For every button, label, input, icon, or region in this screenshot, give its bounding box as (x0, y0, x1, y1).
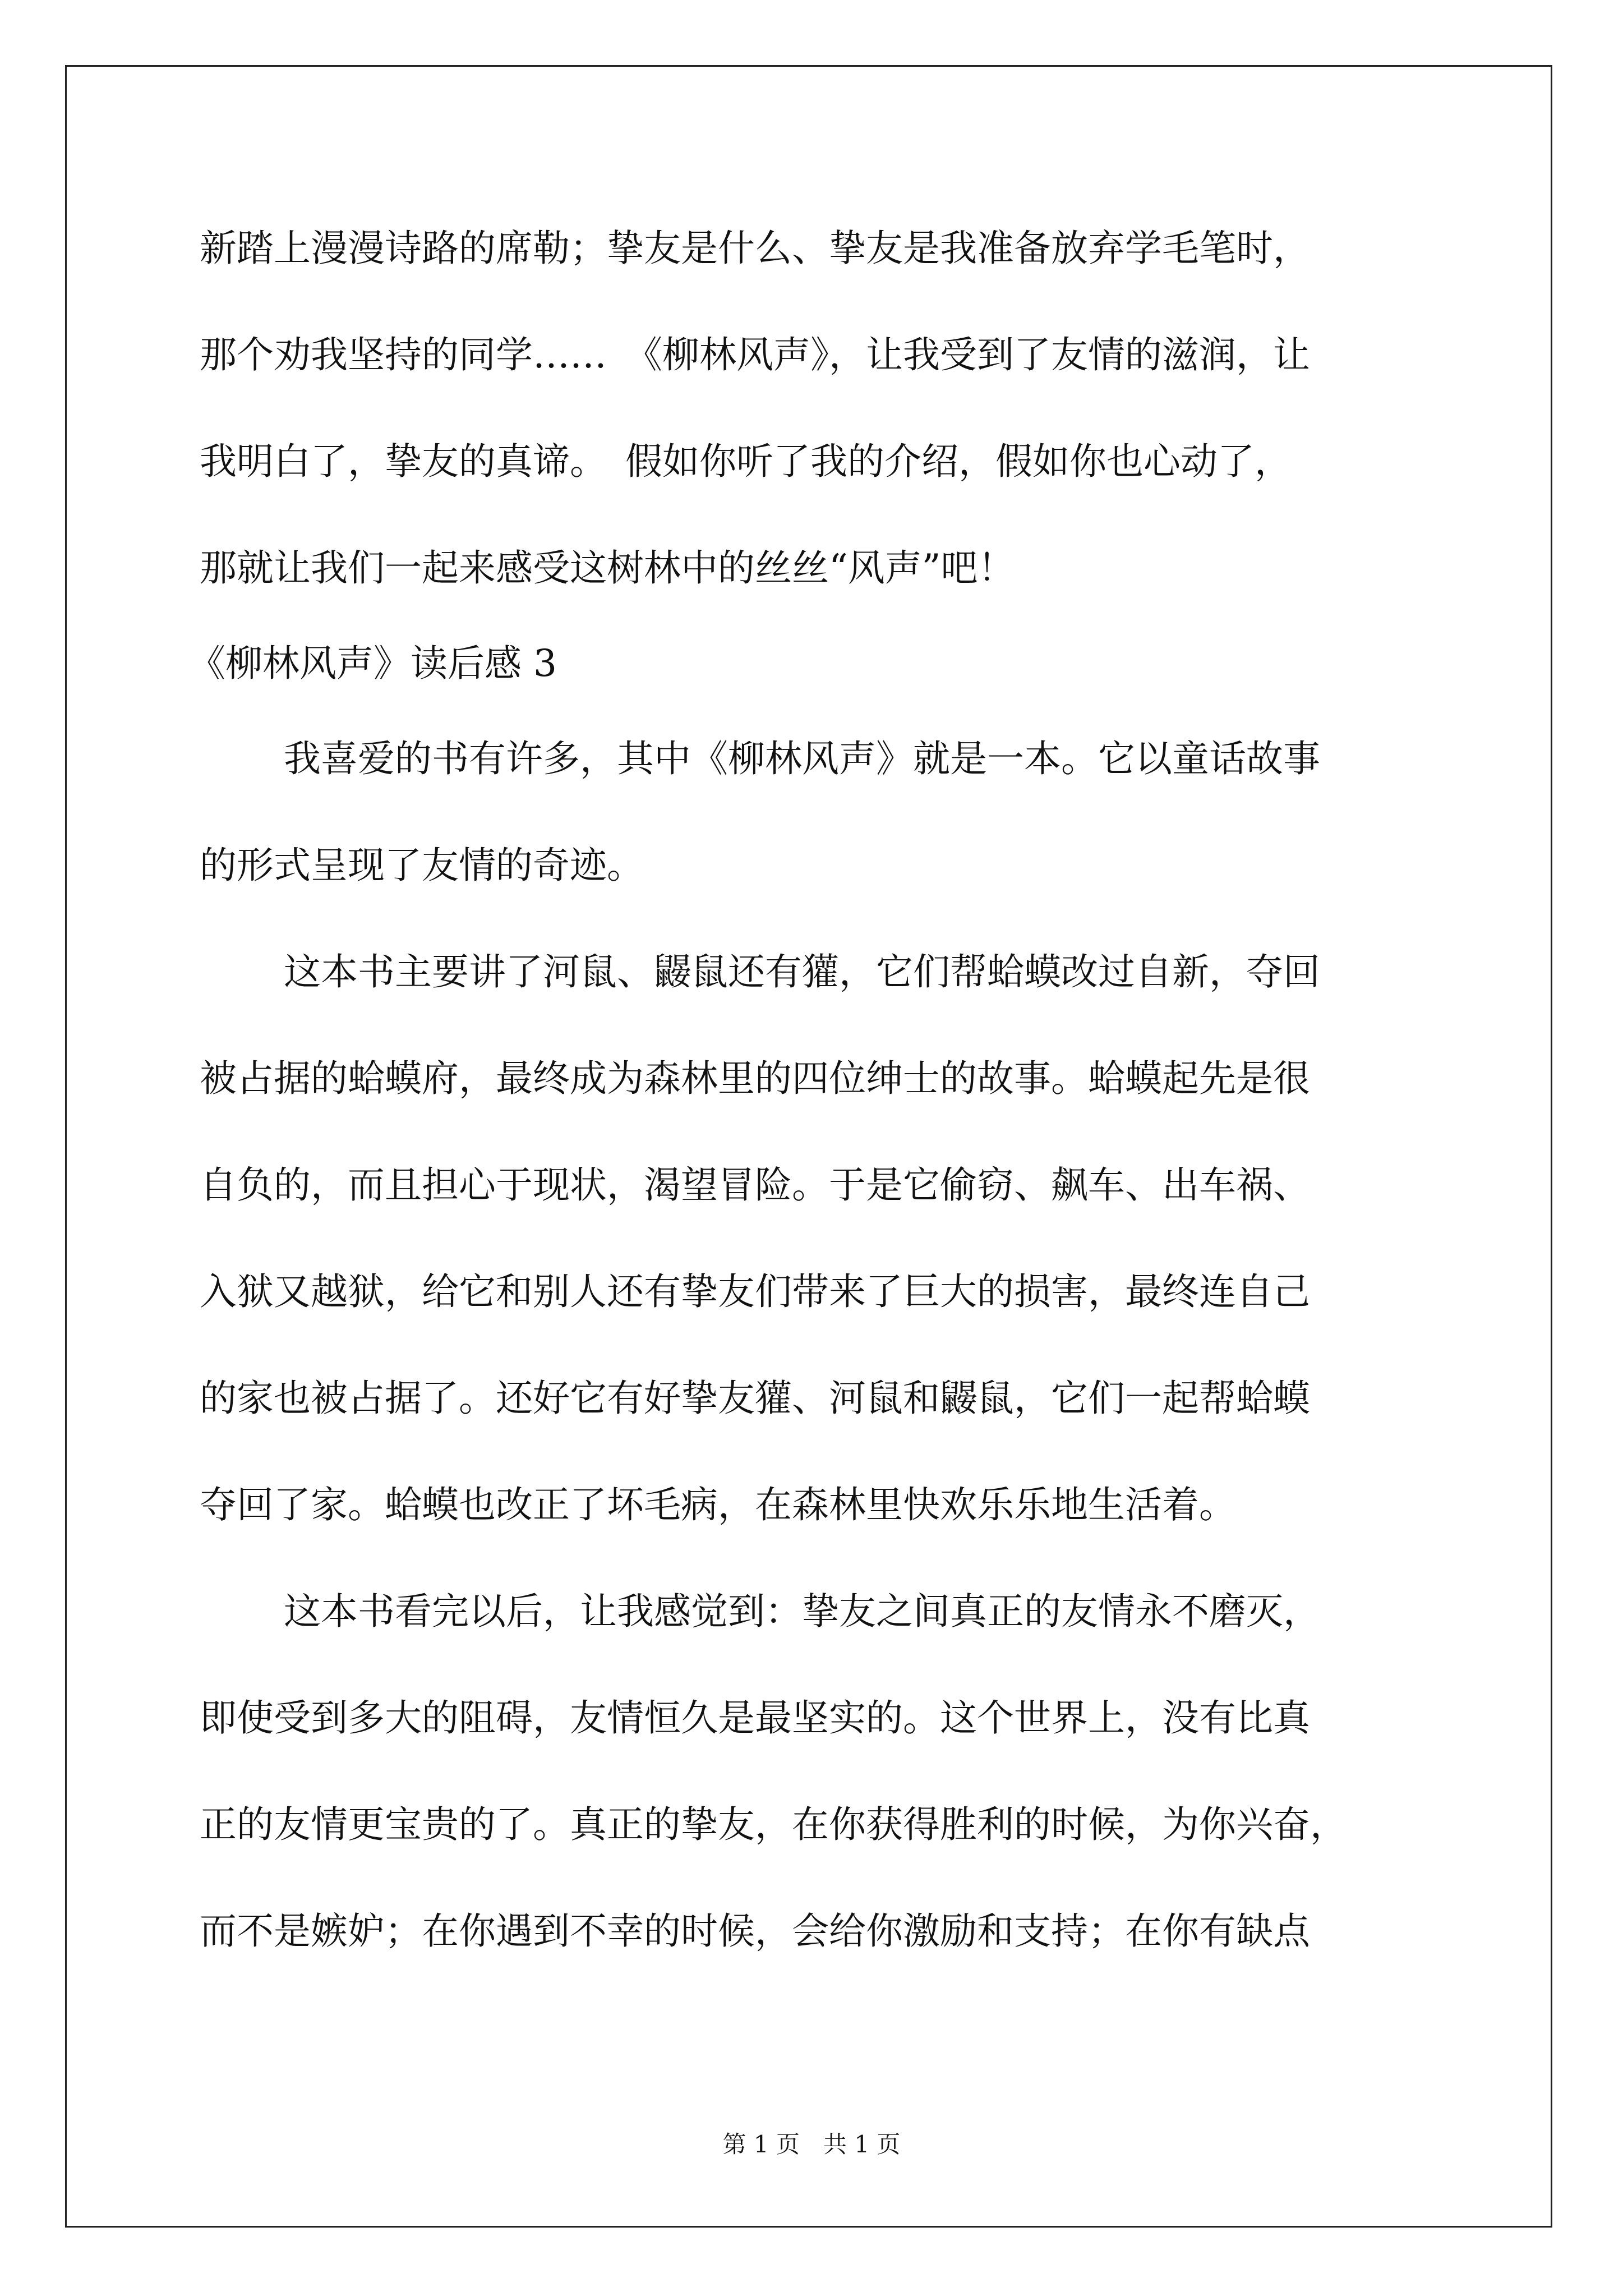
text-line: 那个劝我坚持的同学…… 《柳林风声》，让我受到了友情的滋润，让 (200, 333, 1310, 376)
text-line: 这本书看完以后，让我感觉到：挚友之间真正的友情永不磨灭， (284, 1590, 1320, 1633)
text-line: 夺回了家。蛤蟆也改正了坏毛病，在森林里快欢乐乐地生活着。 (200, 1483, 1236, 1526)
text-line: 而不是嫉妒；在你遇到不幸的时候，会给你激励和支持；在你有缺点 (200, 1910, 1310, 1953)
text-line: 我明白了，挚友的真谛。 假如你听了我的介绍，假如你也心动了， (200, 440, 1292, 483)
text-line: 那就让我们一起来感受这树林中的丝丝“风声”吧！ (200, 546, 1015, 590)
document-body (188, 195, 1428, 1985)
text-line: 正的友情更宝贵的了。真正的挚友，在你获得胜利的时候，为你兴奋， (200, 1803, 1347, 1846)
text-line: 自负的，而且担心于现状，渴望冒险。于是它偷窃、飙车、出车祸、 (200, 1163, 1310, 1207)
text-line: 的家也被占据了。还好它有好挚友獾、河鼠和鼹鼠，它们一起帮蛤蟆 (200, 1377, 1310, 1420)
page-footer: 第 1 页 共 1 页 (722, 2131, 901, 2158)
text-line: 我喜爱的书有许多，其中《柳林风声》就是一本。它以童话故事 (284, 737, 1320, 780)
section-title: 《柳林风声》读后感 3 (188, 642, 557, 685)
text-line: 这本书主要讲了河鼠、鼹鼠还有獾，它们帮蛤蟆改过自新，夺回 (284, 950, 1320, 993)
text-line: 新踏上漫漫诗路的席勒；挚友是什么、挚友是我准备放弃学毛笔时， (200, 227, 1310, 270)
text-line: 的形式呈现了友情的奇迹。 (200, 844, 644, 887)
text-line: 入狱又越狱，给它和别人还有挚友们带来了巨大的损害，最终连自己 (200, 1270, 1310, 1313)
text-line: 被占据的蛤蟆府，最终成为森林里的四位绅士的故事。蛤蟆起先是很 (200, 1057, 1310, 1100)
text-line: 即使受到多大的阻碍，友情恒久是最坚实的。这个世界上，没有比真 (200, 1696, 1310, 1740)
